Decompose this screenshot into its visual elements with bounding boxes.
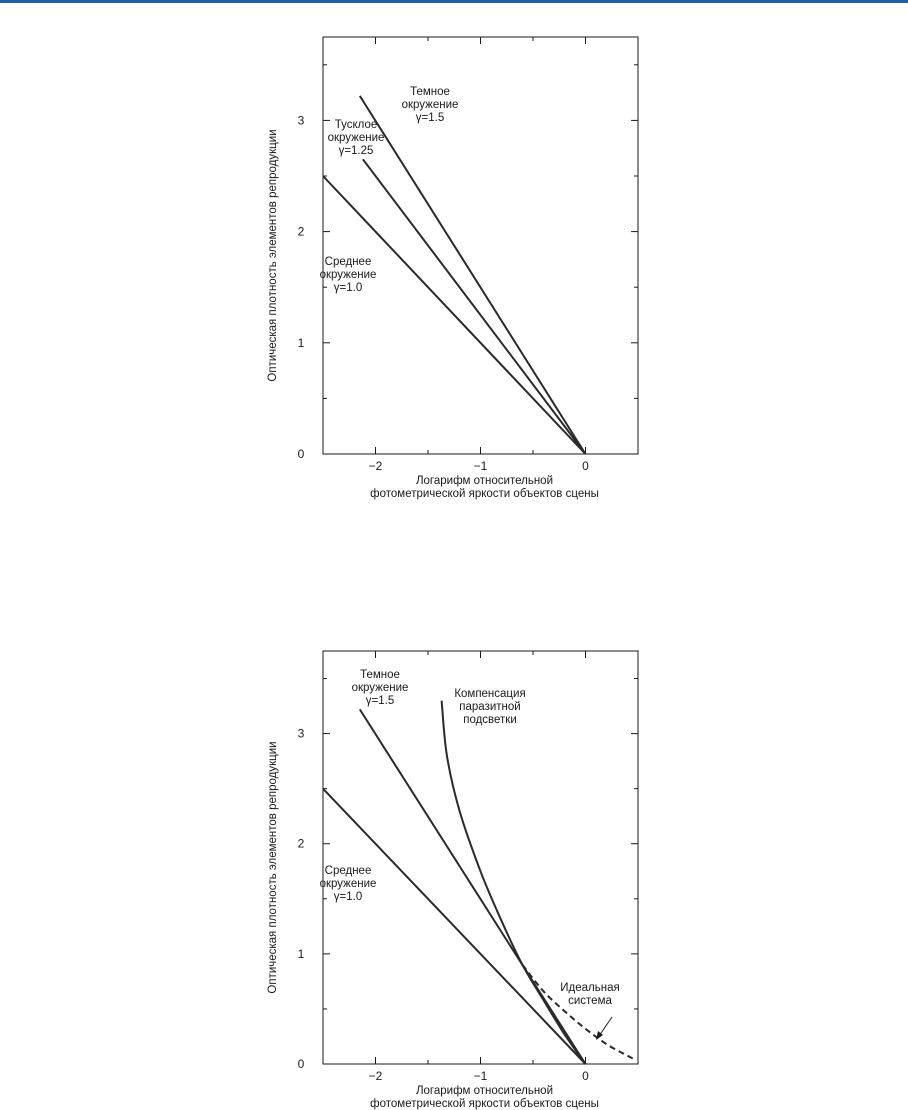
annotation-line: Тусклое	[334, 119, 378, 131]
annotation-line: окружение	[319, 269, 377, 281]
annotation-line: Темное	[410, 86, 450, 98]
annotation-line: Темное	[360, 669, 400, 681]
series-line-4	[523, 965, 633, 1059]
chart-1	[267, 37, 638, 500]
annotation-1	[352, 669, 409, 707]
x-tick-label: −2	[368, 1069, 383, 1083]
y-tick-label: 2	[297, 224, 305, 239]
annotation-line: Среднее	[324, 865, 372, 877]
x-tick-label: 0	[582, 1069, 589, 1083]
annotation-4	[560, 982, 619, 1007]
y-axis-label: Оптическая плотность элементов репродукции	[267, 741, 279, 994]
annotation-line: Компенсация	[454, 688, 526, 700]
annotation-line: γ=1.0	[333, 282, 363, 294]
annotation-line: γ=1.5	[415, 112, 445, 124]
annotation-line: Среднее	[324, 256, 372, 268]
ideal-system-pointer	[599, 1017, 612, 1036]
annotation-line: окружение	[319, 878, 377, 890]
x-tick-label: −1	[473, 459, 488, 473]
y-tick-label: 0	[297, 1057, 305, 1071]
y-tick-label: 1	[297, 335, 305, 350]
x-tick-label: 0	[582, 459, 589, 473]
plot-frame	[323, 37, 638, 454]
series-line-1	[323, 176, 586, 454]
annotation-line: γ=1.25	[338, 145, 374, 157]
annotation-line: Идеальная	[560, 982, 620, 994]
x-axis-label: Логарифм относительной	[415, 475, 554, 487]
annotation-line: система	[568, 995, 612, 1007]
y-tick-label: 3	[297, 726, 305, 741]
annotation-3	[320, 865, 377, 903]
y-axis-label: Оптическая плотность элементов репродукции	[267, 129, 279, 382]
annotation-line: окружение	[351, 682, 409, 694]
annotation-line: окружение	[401, 99, 459, 111]
annotation-2	[328, 119, 385, 157]
y-tick-label: 2	[297, 836, 305, 851]
annotation-line: γ=1.5	[365, 695, 395, 707]
chart-2	[267, 651, 638, 1110]
series-line-2	[363, 159, 586, 454]
y-tick-label: 3	[297, 113, 305, 128]
annotation-line: окружение	[327, 132, 385, 144]
x-axis-label: Логарифм относительной	[415, 1085, 554, 1097]
annotation-1	[402, 86, 459, 124]
annotation-line: подсветки	[463, 714, 517, 726]
y-tick-label: 0	[297, 447, 305, 461]
series-line-3	[360, 96, 586, 454]
series-line-1	[323, 789, 586, 1064]
annotation-line: паразитной	[459, 701, 521, 713]
x-axis-label: фотометрической яркости объектов сцены	[370, 488, 599, 500]
annotation-3	[320, 256, 377, 294]
series-line-2	[360, 709, 586, 1064]
annotation-line: γ=1.0	[333, 891, 363, 903]
x-tick-label: −1	[473, 1069, 488, 1083]
y-tick-label: 1	[297, 946, 305, 961]
x-axis-label: фотометрической яркости объектов сцены	[370, 1098, 599, 1110]
x-tick-label: −2	[368, 459, 383, 473]
annotation-2	[454, 688, 525, 726]
